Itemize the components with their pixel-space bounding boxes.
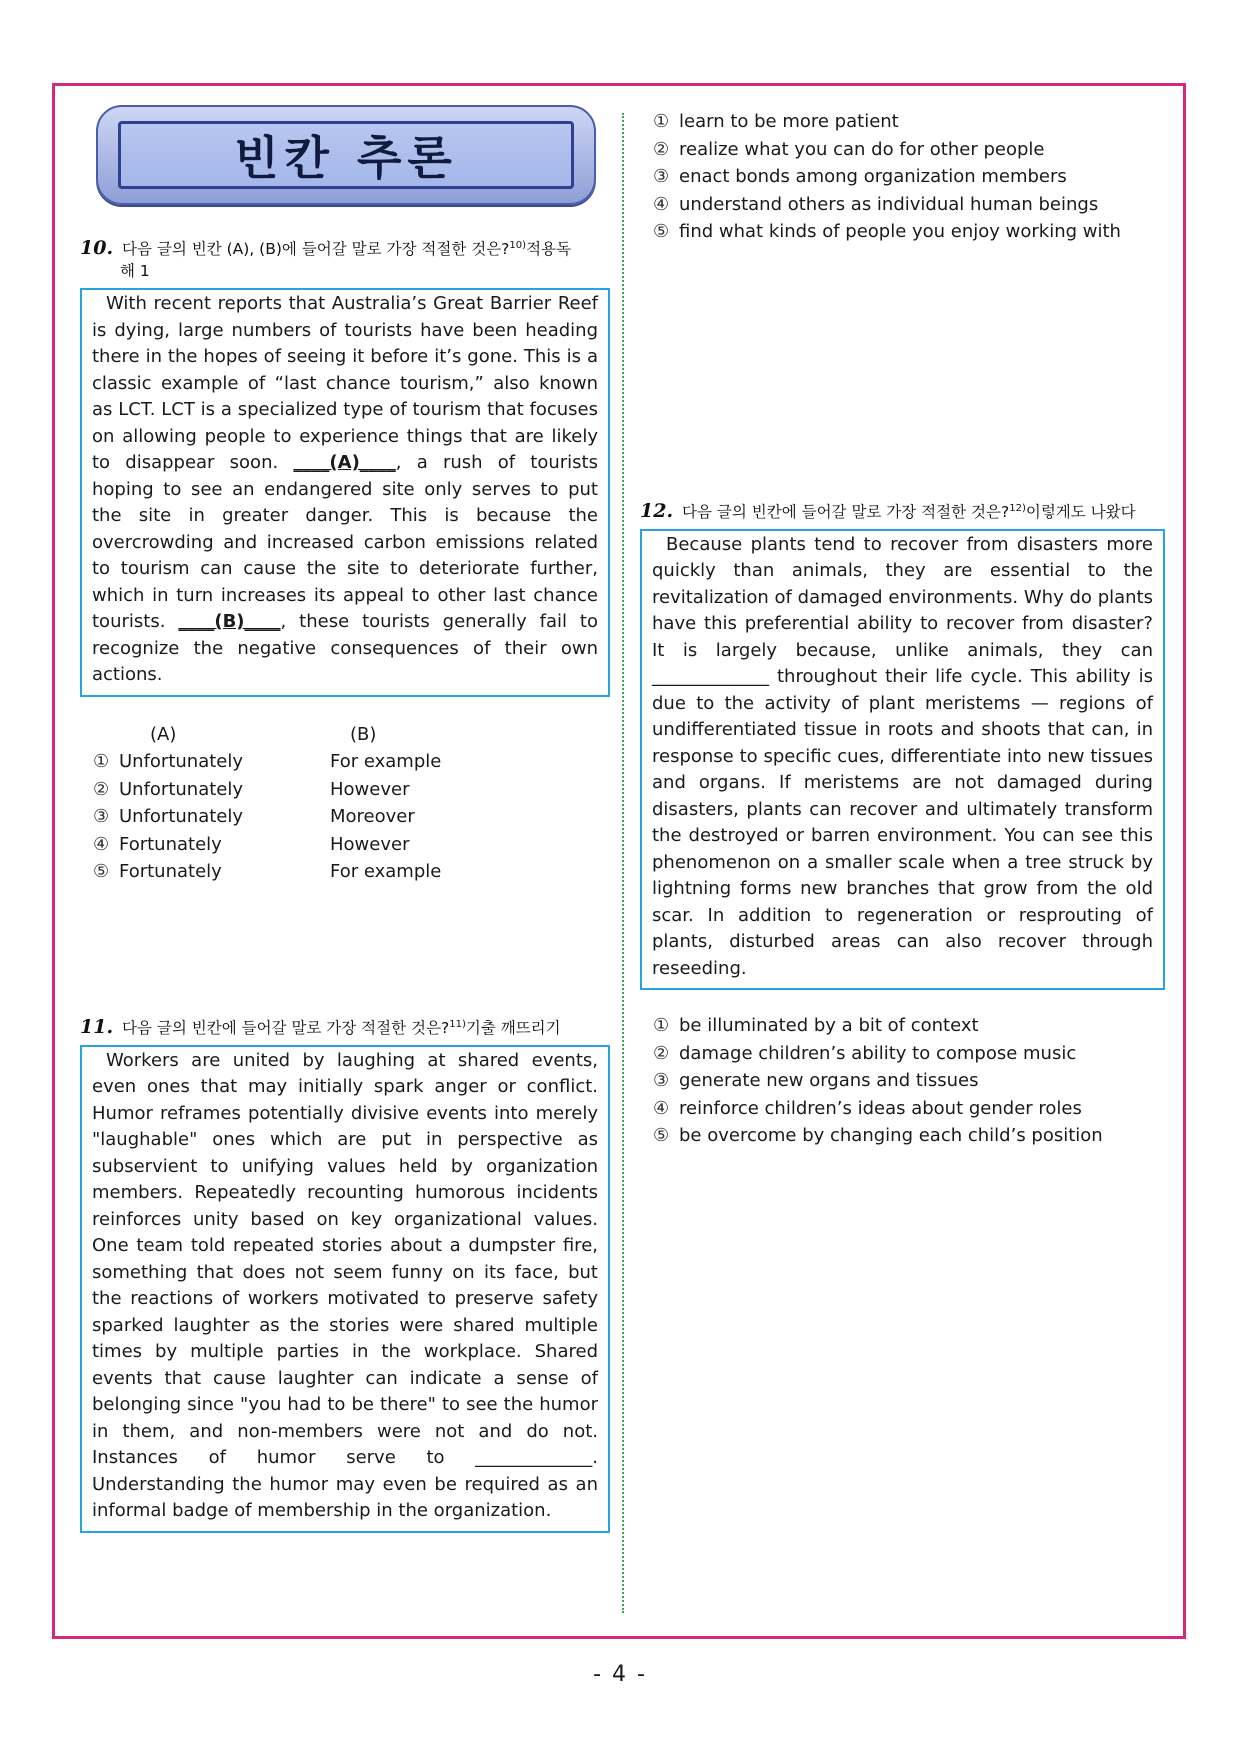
- question-number: 11.: [80, 1015, 114, 1038]
- right-column: [640, 108, 1165, 1150]
- choice-4[interactable]: [80, 831, 610, 859]
- header-a: (A): [150, 723, 177, 745]
- source-footnote: 10): [509, 240, 527, 251]
- question-10-header: [80, 235, 610, 282]
- source-name: 적용독: [526, 240, 571, 259]
- option-mark: ④: [653, 1097, 670, 1119]
- choice-b-text: However: [330, 778, 410, 800]
- choice-1[interactable]: [80, 748, 610, 776]
- choice-b-text: For example: [330, 751, 442, 773]
- option-text: understand others as individual human beings: [679, 193, 1099, 215]
- section-banner: [96, 105, 596, 205]
- question-prompt: 다음 글의 빈칸 (A), (B)에 들어갈 말로 가장 적절한 것은?: [122, 240, 510, 259]
- choice-b-text: Moreover: [330, 806, 415, 828]
- passage-part-1: With recent reports that Australia’s Great Barrier Reef is dying, large numbers of tourists have been heading there in the hopes of seeing it before it’s gone. This is a classic example of “last chance tourism,” also known as LCT. LCT is a specialized type of tourism that focuses on allowing people to experience things that are likely to disappear soon.: [92, 293, 598, 474]
- option-text: learn to be more patient: [679, 111, 899, 132]
- choice-b-text: However: [330, 833, 410, 855]
- source-footnote: 12): [1009, 502, 1026, 514]
- option-3[interactable]: [640, 1067, 1165, 1095]
- option-mark: ③: [653, 166, 670, 187]
- option-mark: ④: [653, 193, 670, 215]
- section-title: 빈칸 추론: [234, 131, 458, 185]
- page-number: - 4 -: [593, 1662, 647, 1687]
- option-mark: ⑤: [653, 1125, 670, 1147]
- choice-a-text: Fortunately: [119, 861, 222, 883]
- source-name-cont: 해 1: [120, 262, 150, 281]
- question-11-passage: [80, 1045, 610, 1533]
- question-10-passage: [80, 288, 610, 697]
- choice-mark: ④: [93, 833, 110, 855]
- option-text: enact bonds among organization members: [679, 166, 1067, 187]
- question-12-passage: [640, 529, 1165, 991]
- choice-mark: ①: [93, 751, 110, 773]
- option-4[interactable]: [640, 1095, 1165, 1123]
- left-column: [80, 105, 610, 1533]
- passage-text: Workers are united by laughing at shared events, even ones that may initially spark anger or conflict. Humor reframes potentially divisive events into merely "laughable" ones which are put in perspective as subservient to unifying values held by organization members. Repeatedly recounting humorous incidents reinforces unity based on key organizational values. One team told repeated stories about a dumpster fire, something that does not seem funny on its face, but the reactions of workers motivated to preserve safety sparked laughter as the stories were shared multiple times by multiple parties in the workplace. Shared events that cause laughter can indicate a sense of belonging since "you had to be there" to see the humor in them, and non-members were not and do not. Instances of humor serve to _____________. Understanding the humor may even be required as an informal badge of membership in the organization.: [92, 1049, 598, 1522]
- option-mark: ①: [653, 111, 670, 132]
- choice-mark: ⑤: [93, 861, 110, 883]
- option-text: be illuminated by a bit of context: [679, 1015, 979, 1037]
- header-b: (B): [350, 723, 377, 745]
- choice-3[interactable]: [80, 803, 610, 831]
- option-text: generate new organs and tissues: [679, 1070, 979, 1092]
- source-footnote: 11): [449, 1018, 466, 1030]
- choice-a-text: Fortunately: [119, 833, 222, 855]
- option-mark: ②: [653, 138, 670, 160]
- question-prompt: 다음 글의 빈칸에 들어갈 말로 가장 적절한 것은?: [122, 1018, 450, 1037]
- option-mark: ⑤: [653, 221, 670, 242]
- question-number: 10.: [80, 237, 114, 260]
- question-10-choices: [80, 721, 610, 886]
- question-12-options: [640, 1012, 1165, 1150]
- passage-text: Because plants tend to recover from disasters more quickly than animals, they are essential to the revitalization of damaged environments. Why do plants have this preferential ability to recover from disaster? It is largely because, unlike animals, they can _____________ throughout their life cycle. This ability is due to the activity of plant meristems — regions of undifferentiated tissue in roots and shoots that can, in response to specific cues, differentiate into new tissues and organs. If meristems are not damaged during disasters, plants can recover and ultimately transform the destroyed or barren environment. You can see this phenomenon on a smaller scale when a tree struck by lightning forms new branches that grow from the old scar. In addition to regeneration or resprouting of plants, disturbed areas can also recover through reseeding.: [652, 533, 1153, 979]
- question-number: 12.: [640, 499, 674, 522]
- option-text: find what kinds of people you enjoy working with: [679, 221, 1121, 242]
- option-mark: ②: [653, 1042, 670, 1064]
- option-text: be overcome by changing each child’s position: [679, 1125, 1103, 1147]
- option-5[interactable]: [640, 218, 1165, 246]
- choice-a-text: Unfortunately: [119, 778, 244, 800]
- choice-a-text: Unfortunately: [119, 806, 244, 828]
- option-2[interactable]: [640, 136, 1165, 164]
- question-11-options: [640, 108, 1165, 246]
- column-divider: [622, 113, 624, 1613]
- option-1[interactable]: [640, 1012, 1165, 1040]
- option-5[interactable]: [640, 1122, 1165, 1150]
- question-prompt: 다음 글의 빈칸에 들어갈 말로 가장 적절한 것은?: [682, 502, 1010, 521]
- blank-b: ____(B)____: [178, 611, 281, 633]
- option-3[interactable]: [640, 163, 1165, 191]
- choice-2[interactable]: [80, 776, 610, 804]
- option-1[interactable]: [640, 108, 1165, 136]
- source-name: 이렇게도 나왔다: [1025, 502, 1136, 521]
- passage-part-3: , these tourists generally fail to recognize the negative consequences of their own actions.: [92, 611, 598, 686]
- blank-a: ____(A)____: [293, 452, 396, 474]
- question-11-header: [80, 1014, 610, 1039]
- choices-header: [80, 721, 610, 749]
- passage-text: [92, 291, 598, 689]
- question-12-header: [640, 498, 1165, 523]
- choice-mark: ②: [93, 778, 110, 800]
- option-4[interactable]: [640, 191, 1165, 219]
- option-mark: ③: [653, 1070, 670, 1092]
- choice-5[interactable]: [80, 858, 610, 886]
- choice-a-text: Unfortunately: [119, 751, 244, 773]
- option-mark: ①: [653, 1015, 670, 1037]
- option-text: reinforce children’s ideas about gender roles: [679, 1097, 1082, 1119]
- option-text: realize what you can do for other people: [679, 138, 1045, 160]
- passage-part-2: , a rush of tourists hoping to see an endangered site only serves to put the site in greater danger. This is because the overcrowding and increased carbon emissions related to tourism can cause the site to deteriorate further, which in turn increases its appeal to other last chance tourists.: [92, 452, 598, 633]
- option-text: damage children’s ability to compose music: [679, 1042, 1077, 1064]
- option-2[interactable]: [640, 1040, 1165, 1068]
- section-banner-inner: [118, 121, 574, 189]
- choice-b-text: For example: [330, 861, 442, 883]
- source-name: 기출 깨뜨리기: [465, 1018, 561, 1037]
- choice-mark: ③: [93, 806, 110, 828]
